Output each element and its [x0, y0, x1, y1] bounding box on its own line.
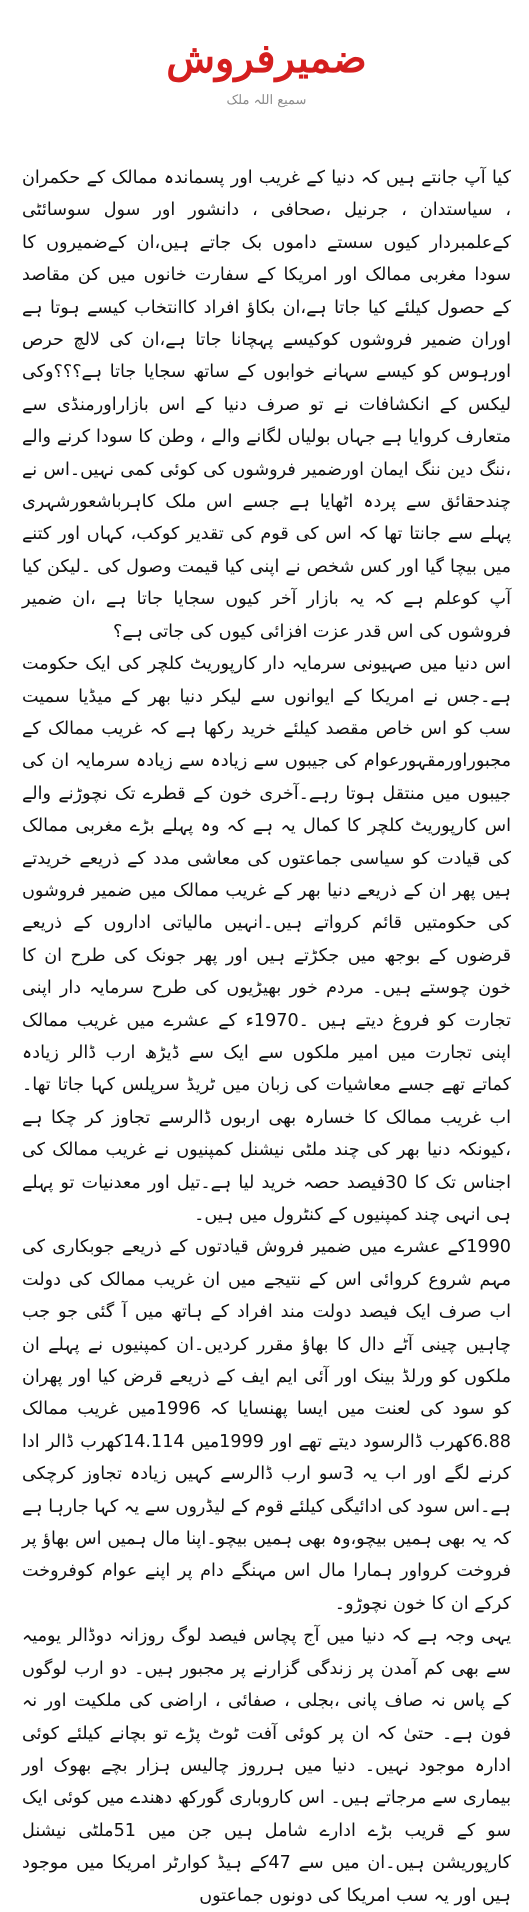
- article-paragraph: اس دنیا میں صہیونی سرمایہ دار کارپوریٹ کلچر کی ایک حکومت ہے۔جس نے امریکا کے ایوانوں سے لیکر دنیا بھر کے میڈیا سمیت سب کو اس خاص مقصد کیلئے خرید رکھا ہے کہ غریب ممالک کے مجبوراورمقہورعوام کی جیبوں سے زیادہ سے زیادہ سرمایہ ان کی جیبوں میں منتقل ہوتا رہے۔آخری خون کے قطرے تک نچوڑنے والے اس کارپوریٹ کلچر کا کمال یہ ہے کہ وہ پہلے بڑے مغربی ممالک کی قیادت کو سیاسی جماعتوں کی معاشی مدد کے ذریعے خریدتے ہیں پھر ان کے ذریعے دنیا بھر کے غریب ممالک میں ضمیر فروشوں کی حکومتیں قائم کرواتے ہیں۔انہیں مالیاتی اداروں کے ذریعے قرضوں کے بوجھ میں جکڑتے ہیں اور پھر جونک کی طرح ان کا خون چوستے ہیں۔ مردم خور بھیڑیوں کی طرح سرمایہ دار اپنی تجارت کو فروغ دیتے ہیں ۔1970ء کے عشرے میں غریب ممالک اپنی تجارت میں امیر ملکوں سے ایک سے ڈیڑھ ارب ڈالر زیادہ کماتے تھے جسے معاشیات کی زبان میں ٹریڈ سرپلس کہا جاتا تھا۔اب غریب ممالک کا خسارہ بھی اربوں ڈالرسے تجاوز کر چکا ہے ،کیونکہ دنیا بھر کی چند ملٹی نیشنل کمپنیوں نے غریب ممالک کی اجناس تک کا 30فیصد حصہ خرید لیا ہے۔تیل اور معدنیات تو پہلے ہی انہی چند کمپنیوں کے کنٹرول میں ہیں۔: [22, 654, 511, 1225]
- author-byline: سمیع اللہ ملک: [226, 93, 307, 108]
- article-body: [22, 162, 511, 1912]
- article-paragraph: 1990کے عشرے میں ضمیر فروش قیادتوں کے ذریعے جوبکاری کی مہم شروع کروائی اس کے نتیجے میں ان غریب ممالک کی دولت اب صرف ایک فیصد دولت مند افراد کے ہاتھ میں آ گئی جو جب چاہیں چینی آٹے دال کا بھاؤ مقرر کردیں۔ان کمپنیوں نے پہلے ان ملکوں کو ورلڈ بینک اور آئی ایم ایف کے ذریعے قرض کیا اور پھران کو سود کی لعنت میں ایسا پھنسایا کہ 1996میں غریب ممالک 6.88کھرب ڈالرسود دیتے تھے اور 1999میں 14.114کھرب ڈالر ادا کرنے لگے اور اب یہ 3سو ارب ڈالرسے کہیں زیادہ تجاوز کرچکی ہے۔اس سود کی ادائیگی کیلئے قوم کے لیڈروں سے یہ کہا جارہا ہے کہ یہ بھی ہمیں بیچو،وہ بھی ہمیں بیچو۔اپنا مال ہمیں اس بھاؤ پر فروخت کرواور ہمارا مال اس مہنگے دام پر اپنے عوام کوفروخت کرکے ان کا خون نچوڑو۔: [22, 1237, 511, 1614]
- article-paragraph: یہی وجہ ہے کہ دنیا میں آج پچاس فیصد لوگ روزانہ دوڈالر یومیہ سے بھی کم آمدن پر زندگی گزارنے پر مجبور ہیں۔ دو ارب لوگوں کے پاس نہ صاف پانی ،بجلی ، صفائی ، اراضی کی ملکیت اور نہ فون ہے۔ حتیٰ کہ ان پر کوئی آفت ٹوٹ پڑے تو بچانے کیلئے کوئی ادارہ موجود نہیں۔ دنیا میں ہرروز چالیس ہزار بچے بھوک اور بیماری سے مرجاتے ہیں۔ اس کاروباری گورکھ دھندے میں کوئی ایک سو کے قریب بڑے ادارے شامل ہیں جن میں 51ملٹی نیشنل کارپوریشن ہیں۔ان میں سے 47کے ہیڈ کوارٹر امریکا میں موجود ہیں اور یہ سب امریکا کی دونوں جماعتوں: [22, 1626, 512, 1906]
- article-paragraph: کیا آپ جانتے ہیں کہ دنیا کے غریب اور پسماندہ ممالک کے حکمران ، سیاستدان ، جرنیل ،صحافی ، دانشور اور سول سوسائٹی کےعلمبردار کیوں سستے داموں بک جاتے ہیں،ان کےضمیروں کا سودا مغربی ممالک اور امریکا کے سفارت خانوں میں کن مقاصد کے حصول کیلئے کیا جاتا ہے،ان بکاؤ افراد کاانتخاب کیسے ہوتا ہے اوران ضمیر فروشوں کوکیسے پہچانا جاتا ہے،ان کی لالچ حرص اورہوس کو کیسے سہانے خوابوں کے ساتھ سجایا جاتا ہے؟؟؟وکی لیکس کے انکشافات نے تو صرف دنیا کے اس بازاراورمنڈی سے متعارف کروایا ہے جہاں بولیاں لگانے والے ، وطن کا سودا کرنے والے ،ننگ دین ننگ ایمان اورضمیر فروشوں کی کوئی کمی نہیں۔اس نے چندحقائق سے پردہ اٹھایا ہے جسے اس ملک کاہرباشعورشہری پہلے سے جانتا تھا کہ اس کی قوم کی تقدیر کوکب، کہاں اور کتنے میں بیچا گیا اور کس شخص نے اپنی کیا قیمت وصول کی ۔لیکن کیا آپ کوعلم ہے کہ یہ بازار آخر کیوں سجایا جاتا ہے ،ان ضمیر فروشوں کی اس قدر عزت افزائی کیوں کی جاتی ہے؟: [22, 168, 511, 642]
- article-title: ضمیرفروش: [166, 35, 367, 82]
